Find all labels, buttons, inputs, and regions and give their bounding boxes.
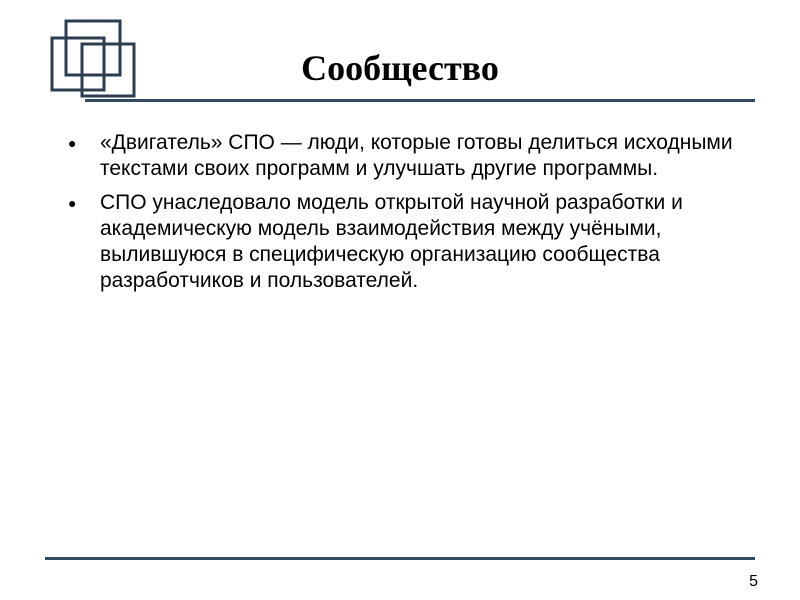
bullet-text: «Двигатель» СПО — люди, которые готовы делиться исходными текстами своих программ и улучшать другие программы. — [100, 131, 733, 180]
slide-title: Сообщество — [301, 48, 499, 88]
bullet-list — [64, 130, 774, 302]
page-number: 5 — [749, 573, 758, 590]
bullet-item — [64, 190, 774, 294]
footer-divider — [45, 557, 755, 560]
bullet-text: СПО унаследовало модель открытой научной разработки и академическую модель взаимодействия между учёными, вылившуюся в специфическую организацию сообщества разработчиков и пользователей. — [100, 191, 683, 292]
bullet-dot-icon: ● — [68, 135, 77, 151]
bullet-item — [64, 130, 774, 182]
title-divider — [85, 99, 755, 102]
bullet-dot-icon: ● — [68, 195, 77, 211]
